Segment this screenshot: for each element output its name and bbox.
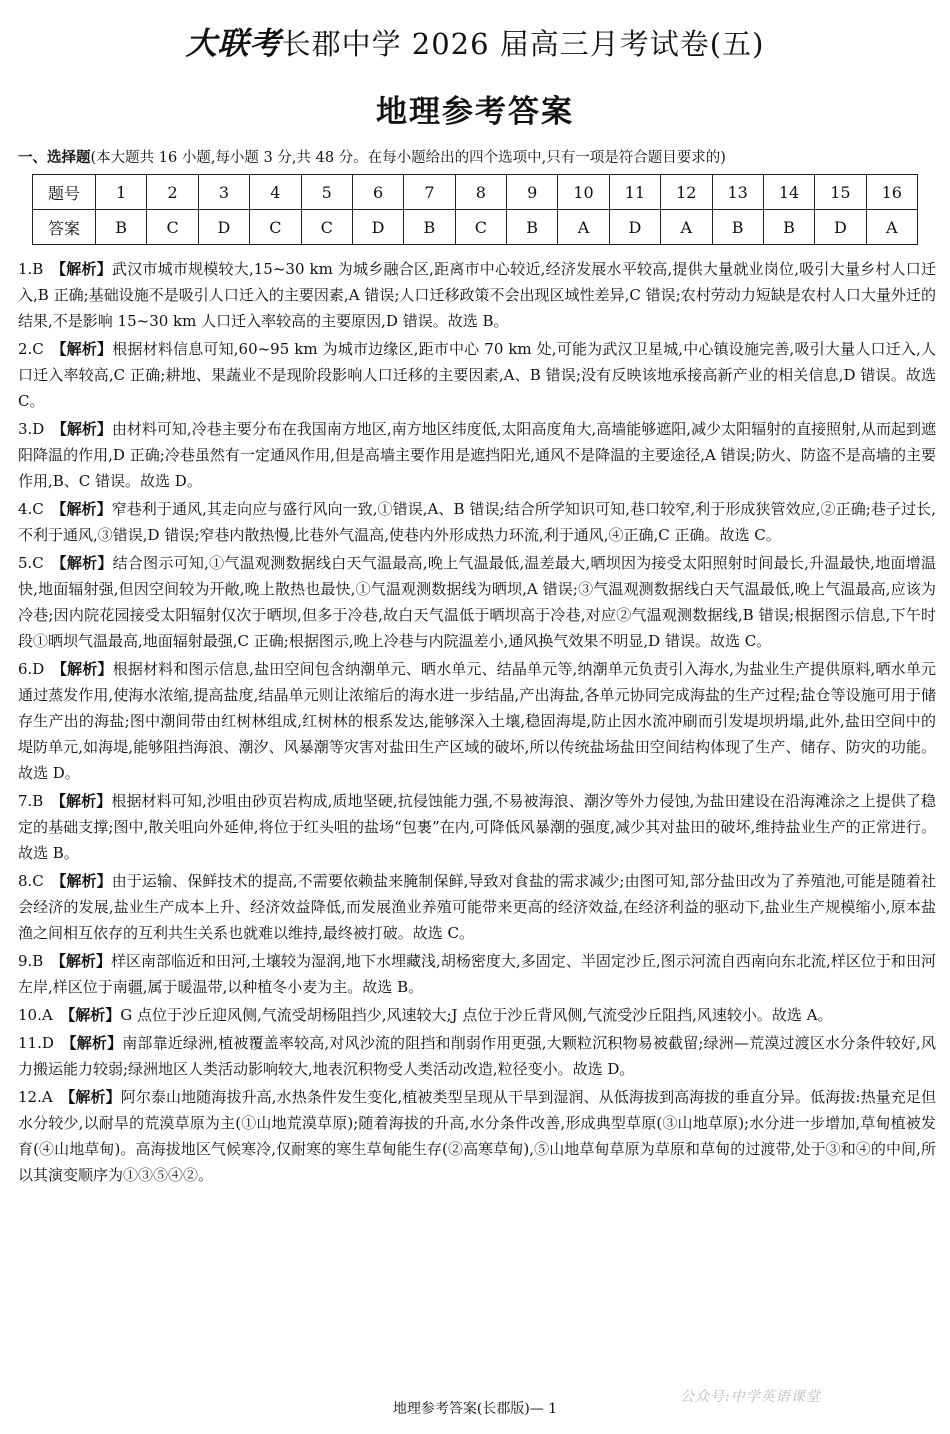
explanation-tag: 【解析】 bbox=[50, 792, 112, 810]
question-number-cell: 5 bbox=[301, 175, 352, 210]
brand-logo: 大联考 bbox=[185, 26, 282, 62]
question-number-cell: 6 bbox=[352, 175, 403, 210]
explanation-text: 根据材料信息可知,60~95 km 为城市边缘区,距市中心 70 km 处,可能为武汉卫星城,中心镇设施完善,吸引大量人口迁入,人口迁入率较高,C 正确;耕地、果蔬业不是现阶段影响人口迁移的主要因素,A、B 错误;没有反映该地承接高新产业的相关信息,D 错误。故选 C。 bbox=[18, 340, 936, 410]
explanation-item bbox=[18, 416, 936, 494]
explanation-tag: 【解析】 bbox=[51, 660, 113, 678]
question-number-cell: 15 bbox=[815, 175, 866, 210]
question-answer-label: 3.D bbox=[18, 420, 45, 438]
explanation-item bbox=[18, 496, 936, 548]
question-number-cell: 11 bbox=[609, 175, 660, 210]
explanation-tag: 【解析】 bbox=[51, 500, 112, 518]
answer-cell: D bbox=[609, 210, 660, 245]
question-answer-label: 8.C bbox=[18, 872, 44, 890]
answer-cell: B bbox=[712, 210, 763, 245]
explanation-text: 由材料可知,冷巷主要分布在我国南方地区,南方地区纬度低,太阳高度角大,高墙能够遮阳,减少太阳辐射的直接照射,从而起到遮阳降温的作用,D 正确;冷巷虽然有一定通风作用,但是高墙主要作用是遮挡阳光,通风不是降温的主要途径,A 错误;防火、防盗不是高墙的主要作用,B、C 错误。故选 D。 bbox=[18, 420, 936, 490]
answer-cell: A bbox=[866, 210, 917, 245]
answer-cell: B bbox=[96, 210, 147, 245]
answer-cell: A bbox=[558, 210, 609, 245]
explanation-text: 阿尔泰山地随海拔升高,水热条件发生变化,植被类型呈现从干旱到湿润、从低海拔到高海拔的垂直分异。低海拔:热量充足但水分较少,以耐旱的荒漠草原为主(①山地荒漠草原);随着海拔的升高,水分条件改善,形成典型草原(③山地草原);水分进一步增加,草甸植被发育(④山地草甸)。高海拔地区气候寒冷,仅耐寒的寒生草甸能生存(②高寒草甸),⑤山地草甸草原为草原和草甸的过渡带,处于③和④的中间,所以其演变顺序为①③⑤④②。 bbox=[18, 1088, 936, 1184]
explanation-text: 根据材料和图示信息,盐田空间包含纳潮单元、晒水单元、结晶单元等,纳潮单元负责引入海水,为盐业生产提供原料,晒水单元通过蒸发作用,使海水浓缩,提高盐度,结晶单元则让浓缩后的海水进一步结晶,产出海盐,各单元协同完成海盐的生产过程;盐仓等设施可用于储存生产出的海盐;图中潮间带由红树林组成,红树林的根系发达,能够深入土壤,稳固海堤,防止因水流冲刷而引发堤坝坍塌,此外,盐田空间中的堤防单元,如海堤,能够阻挡海浪、潮汐、风暴潮等灾害对盐田生产区域的破坏,所以传统盐场盐田空间结构体现了生产、储存、防灾的功能。故选 D。 bbox=[18, 660, 936, 782]
explanation-tag: 【解析】 bbox=[60, 1088, 121, 1106]
question-number-cell: 2 bbox=[147, 175, 198, 210]
row-label-number: 题号 bbox=[33, 175, 96, 210]
answer-cell: B bbox=[507, 210, 558, 245]
explanation-text: 样区南部临近和田河,土壤较为湿润,地下水埋藏浅,胡杨密度大,多固定、半固定沙丘,图示河流自西南向东北流,样区位于和田河左岸,样区位于南疆,属于暖温带,以种植冬小麦为主。故选 B。 bbox=[18, 952, 936, 996]
explanation-item bbox=[18, 1084, 936, 1188]
explanation-item bbox=[18, 256, 936, 334]
answer-cell: D bbox=[198, 210, 249, 245]
answer-row bbox=[33, 210, 918, 245]
question-number-cell: 16 bbox=[866, 175, 917, 210]
question-answer-label: 1.B bbox=[18, 260, 44, 278]
question-number-cell: 1 bbox=[96, 175, 147, 210]
explanation-tag: 【解析】 bbox=[60, 1006, 121, 1024]
explanation-tag: 【解析】 bbox=[51, 554, 113, 572]
answer-cell: D bbox=[815, 210, 866, 245]
explanation-text: 窄巷利于通风,其走向应与盛行风向一致,①错误,A、B 错误;结合所学知识可知,巷口较窄,利于形成狭管效应,②正确;巷子过长,不利于通风,③错误,D 错误;窄巷内散热慢,比巷外气温高,使巷内外形成热力环流,利于通风,④正确,C 正确。故选 C。 bbox=[18, 500, 936, 544]
question-number-cell: 9 bbox=[507, 175, 558, 210]
explanation-tag: 【解析】 bbox=[61, 1034, 123, 1052]
answer-cell: D bbox=[352, 210, 403, 245]
explanation-tag: 【解析】 bbox=[50, 952, 111, 970]
question-answer-label: 2.C bbox=[18, 340, 44, 358]
question-answer-label: 5.C bbox=[18, 554, 44, 572]
explanation-tag: 【解析】 bbox=[50, 260, 112, 278]
explanation-text: 南部靠近绿洲,植被覆盖率较高,对风沙流的阻挡和削弱作用更强,大颗粒沉积物易被截留;绿洲—荒漠过渡区水分条件较好,风力搬运能力较弱;绿洲地区人类活动影响较大,地表沉积物受人类活动改造,粒径变小。故选 D。 bbox=[18, 1034, 936, 1078]
section-heading bbox=[18, 146, 938, 167]
row-label-answer: 答案 bbox=[33, 210, 96, 245]
question-answer-label: 9.B bbox=[18, 952, 44, 970]
answer-cell: C bbox=[301, 210, 352, 245]
explanation-item bbox=[18, 868, 936, 946]
answer-cell: B bbox=[404, 210, 455, 245]
section-title: 一、选择题 bbox=[18, 149, 91, 166]
exam-title: 长郡中学 2026 届高三月考试卷(五) bbox=[281, 27, 765, 61]
explanation-item bbox=[18, 1002, 936, 1028]
answer-cell: A bbox=[661, 210, 712, 245]
explanation-text: 由于运输、保鲜技术的提高,不需要依赖盐来腌制保鲜,导致对食盐的需求减少;由图可知,部分盐田改为了养殖池,可能是随着社会经济的发展,盐业生产成本上升、经济效益降低,而发展渔业养殖可能带来更高的经济效益,在经济利益的驱动下,盐业生产规模缩小,原本盐渔之间相互依存的互利共生关系也就难以维持,最终被打破。故选 C。 bbox=[18, 872, 936, 942]
question-answer-label: 12.A bbox=[18, 1088, 53, 1106]
explanation-text: 结合图示可知,①气温观测数据线白天气温最高,晚上气温最低,温差最大,晒坝因为接受太阳照射时间最长,升温最快,地面增温快,地面辐射强,但因空间较为开敞,晚上散热也最快,①气温观测数据线为晒坝,A 错误;③气温观测数据线白天气温最低,晚上气温最高,应该为冷巷;因内院花园接受太阳辐射仅次于晒坝,但多于冷巷,故白天气温低于晒坝高于冷巷,对应②气温观测数据线,B 错误;根据图示信息,下午时段①晒坝气温最高,地面辐射最强,C 正确;根据图示,晚上冷巷与内院温差小,通风换气效果不明显,D 错误。故选 C。 bbox=[18, 554, 936, 650]
answer-cell: B bbox=[763, 210, 814, 245]
page-title: 地理参考答案 bbox=[376, 94, 574, 130]
explanation-text: 武汉市城市规模较大,15~30 km 为城乡融合区,距离市中心较近,经济发展水平较高,提供大量就业岗位,吸引大量乡村人口迁入,B 正确;基础设施不是吸引人口迁入的主要因素,A 错误;人口迁移政策不会出现区域性差异,C 错误;农村劳动力短缺是农村人口大量外迁的结果,不是影响 15~30 km 人口迁入率较高的主要原因,D 错误。故选 B。 bbox=[18, 260, 936, 330]
exam-header bbox=[0, 18, 950, 63]
question-answer-label: 6.D bbox=[18, 660, 45, 678]
question-number-cell: 10 bbox=[558, 175, 609, 210]
question-number-cell: 13 bbox=[712, 175, 763, 210]
answer-cell: C bbox=[250, 210, 301, 245]
question-number-cell: 14 bbox=[763, 175, 814, 210]
question-answer-label: 7.B bbox=[18, 792, 44, 810]
explanation-item bbox=[18, 1030, 936, 1082]
explanation-item bbox=[18, 550, 936, 654]
watermark: 公众号:中学英语课堂 bbox=[680, 1389, 821, 1405]
page-footer: 地理参考答案(长郡版)— 1 bbox=[392, 1401, 558, 1417]
explanation-item bbox=[18, 788, 936, 866]
explanation-tag: 【解析】 bbox=[51, 872, 112, 890]
explanation-item bbox=[18, 948, 936, 1000]
explanation-list bbox=[18, 256, 936, 1190]
question-number-cell: 4 bbox=[250, 175, 301, 210]
question-number-cell: 12 bbox=[661, 175, 712, 210]
section-note: (本大题共 16 小题,每小题 3 分,共 48 分。在每小题给出的四个选项中,只有一项是符合题目要求的) bbox=[90, 150, 726, 166]
question-number-row bbox=[33, 175, 918, 210]
answer-cell: C bbox=[147, 210, 198, 245]
explanation-text: G 点位于沙丘迎风侧,气流受胡杨阻挡少,风速较大;J 点位于沙丘背风侧,气流受沙丘阻挡,风速较小。故选 A。 bbox=[120, 1006, 833, 1024]
answer-table bbox=[32, 174, 918, 245]
explanation-text: 根据材料可知,沙咀由砂页岩构成,质地坚硬,抗侵蚀能力强,不易被海浪、潮汐等外力侵蚀,为盐田建设在沿海滩涂之上提供了稳定的基础支撑;图中,散关咀向外延伸,将位于红头咀的盐场“包裹”在内,可降低风暴潮的强度,减少其对盐田的破坏,维持盐业生产的正常进行。故选 B。 bbox=[18, 792, 936, 862]
question-answer-label: 11.D bbox=[18, 1034, 54, 1052]
question-answer-label: 4.C bbox=[18, 500, 44, 518]
question-answer-label: 10.A bbox=[18, 1006, 53, 1024]
explanation-item bbox=[18, 336, 936, 414]
explanation-tag: 【解析】 bbox=[51, 420, 112, 438]
question-number-cell: 8 bbox=[455, 175, 506, 210]
explanation-item bbox=[18, 656, 936, 786]
explanation-tag: 【解析】 bbox=[51, 340, 113, 358]
answer-cell: C bbox=[455, 210, 506, 245]
question-number-cell: 3 bbox=[198, 175, 249, 210]
question-number-cell: 7 bbox=[404, 175, 455, 210]
